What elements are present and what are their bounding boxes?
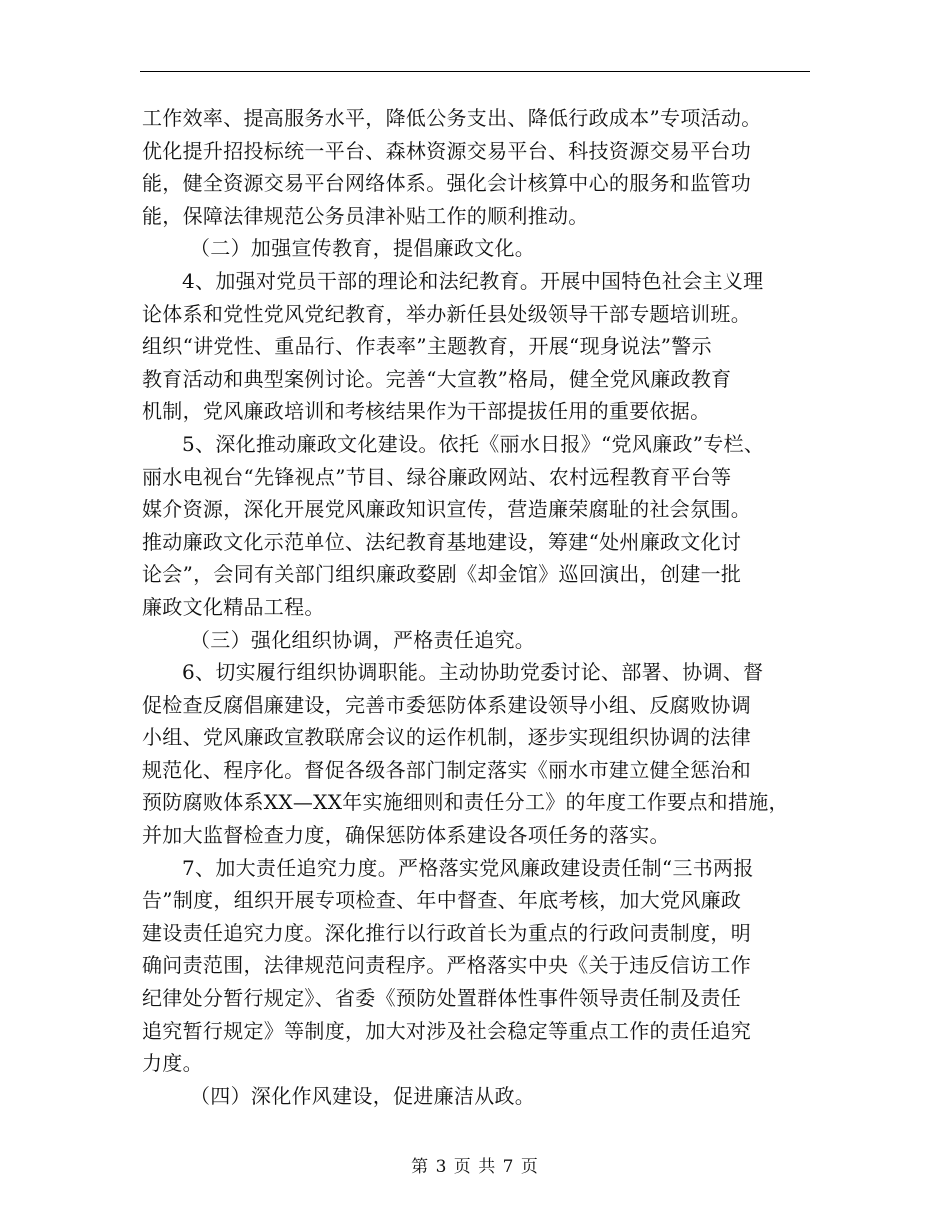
section-heading: （二）加强宣传教育，提倡廉政文化。 (190, 236, 536, 261)
text-line: 工作效率、提高服务水平，降低公务支出、降低行政成本”专项活动。 (142, 106, 762, 130)
section-heading: （四）深化作风建设，促进廉洁从政。 (190, 1083, 536, 1108)
text-line: 组织“讲党性、重品行、作表率”主题教育，开展“现身说法”警示 (142, 334, 712, 359)
section-heading: （三）强化组织协调，严格责任追究。 (190, 627, 536, 652)
text-line: 媒介资源，深化开展党风廉政知识宣传，营造廉荣腐耻的社会氛围。 (142, 497, 751, 522)
page-footer: 第 3 页 共 7 页 (411, 1157, 539, 1177)
text-line: 规范化、程序化。督促各级各部门制定落实《丽水市建立健全惩治和 (142, 757, 751, 782)
text-line: 7、加大责任追究力度。严格落实党风廉政建设责任制“三书两报 (182, 855, 754, 880)
text-line: 能，保障法律规范公务员津补贴工作的顺利推动。 (142, 203, 589, 228)
text-line: 促检查反腐倡廉建设，完善市委惩防体系建设领导小组、反腐败协调 (142, 692, 751, 717)
text-line: 论体系和党性党风党纪教育，举办新任县处级领导干部专题培训班。 (142, 301, 751, 326)
text-line: 告”制度，组织开展专项检查、年中督查、年底考核，加大党风廉政 (142, 888, 742, 913)
text-line: 教育活动和典型案例讨论。完善“大宣教”格局，健全党风廉政教育 (142, 366, 732, 391)
text-line: 能，健全资源交易平台网络体系。强化会计核算中心的服务和监管功 (142, 171, 751, 196)
text-line: 6、切实履行组织协调职能。主动协助党委讨论、部署、协调、督 (182, 660, 764, 685)
header-rule (140, 71, 810, 72)
text-line: 4、加强对党员干部的理论和法纪教育。开展中国特色社会主义理 (182, 268, 764, 293)
text-line: 机制，党风廉政培训和考核结果作为干部提拔任用的重要依据。 (142, 399, 711, 424)
text-line: 预防腐败体系XX—XX年实施细则和责任分工》的年度工作要点和措施， (142, 790, 789, 815)
text-line: 确问责范围，法律规范问责程序。严格落实中央《关于违反信访工作 (142, 953, 751, 978)
text-line: 推动廉政文化示范单位、法纪教育基地建设，筹建“处州廉政文化讨 (142, 529, 742, 554)
text-line: 丽水电视台“先锋视点”节目、绿谷廉政网站、农村远程教育平台等 (142, 464, 732, 489)
document-body (142, 102, 832, 1112)
text-line: 纪律处分暂行规定》、省委《预防处置群体性事件领导责任制及责任 (142, 986, 741, 1011)
text-line: 5、深化推动廉政文化建设。依托《丽水日报》“党风廉政”专栏、 (182, 431, 765, 456)
text-line: 建设责任追究力度。深化推行以行政首长为重点的行政问责制度，明 (142, 920, 751, 945)
text-line: 优化提升招投标统一平台、森林资源交易平台、科技资源交易平台功 (142, 138, 751, 163)
text-line: 力度。 (142, 1051, 203, 1076)
text-line: 并加大监督检查力度，确保惩防体系建设各项任务的落实。 (142, 823, 670, 848)
text-line: 论会”，会同有关部门组织廉政婺剧《却金馆》巡回演出，创建一批 (142, 562, 742, 587)
text-line: 小组、党风廉政宣教联席会议的运作机制，逐步实现组织协调的法律 (142, 725, 751, 750)
text-line: 廉政文化精品工程。 (142, 594, 325, 619)
text-line: 追究暂行规定》等制度，加大对涉及社会稳定等重点工作的责任追究 (142, 1018, 751, 1043)
